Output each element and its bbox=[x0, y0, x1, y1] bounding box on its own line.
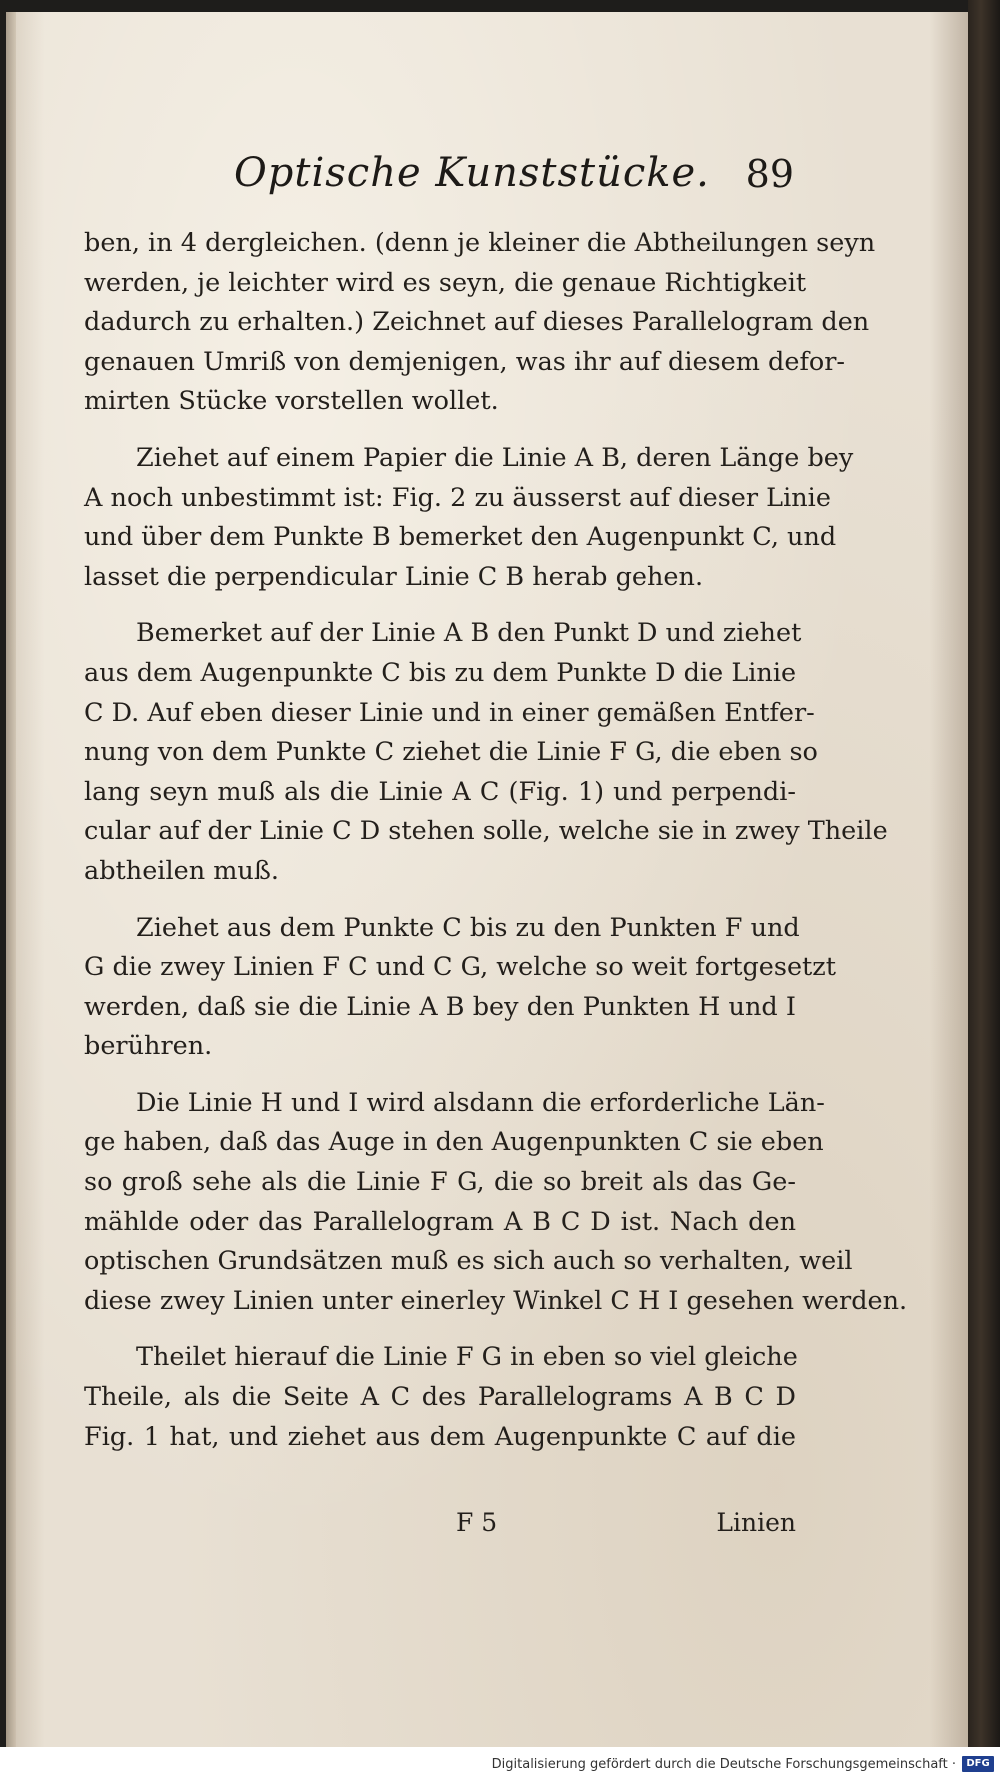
paragraph bbox=[84, 439, 854, 597]
text-line: lasset die perpendicular Linie C B herab gehen. bbox=[84, 561, 704, 592]
paragraph bbox=[84, 614, 888, 891]
text-line: A noch unbestimmt ist: Fig. 2 zu äusserst auf dieser Linie bbox=[84, 482, 831, 513]
text-line: G die zwey Linien F C und C G, welche so weit fortgesetzt bbox=[84, 952, 836, 983]
text-line: genauen Umriß von demjenigen, was ihr auf diesem defor- bbox=[84, 346, 846, 377]
text-line: lang seyn muß als die Linie A C (Fig. 1) und perpendi- bbox=[84, 776, 796, 807]
paragraph bbox=[84, 1084, 908, 1322]
text-line: abtheilen muß. bbox=[84, 855, 279, 886]
text-line: cular auf der Linie C D stehen solle, welche sie in zwey Theile bbox=[84, 816, 888, 847]
running-title: Optische Kunststücke. bbox=[234, 150, 710, 196]
text-line: Fig. 1 hat, und ziehet aus dem Augenpunkte C auf die bbox=[84, 1421, 796, 1452]
text-line: Ziehet aus dem Punkte C bis zu den Punkten F und bbox=[136, 912, 800, 943]
paragraph bbox=[84, 224, 876, 422]
text-line: Ziehet auf einem Papier die Linie A B, deren Länge bey bbox=[136, 442, 854, 473]
text-line: Die Linie H und I wird alsdann die erforderliche Län- bbox=[136, 1087, 825, 1118]
text-line: so groß sehe als die Linie F G, die so breit als das Ge- bbox=[84, 1167, 796, 1198]
text-line: mählde oder das Parallelogram A B C D ist. Nach den bbox=[84, 1206, 796, 1237]
page-header bbox=[234, 150, 794, 210]
text-line: werden, daß sie die Linie A B bey den Punkten H und I bbox=[84, 991, 796, 1022]
credit-text: Digitalisierung gefördert durch die Deutsche Forschungsgemeinschaft · bbox=[491, 1757, 956, 1772]
page-footer bbox=[84, 1508, 796, 1548]
text-line: diese zwey Linien unter einerley Winkel C H I gesehen werden. bbox=[84, 1285, 908, 1316]
text-line: berühren. bbox=[84, 1031, 213, 1062]
body-text bbox=[84, 224, 908, 1457]
page-gutter bbox=[6, 12, 16, 1747]
text-line: dadurch zu erhalten.) Zeichnet auf dieses Parallelogram den bbox=[84, 307, 870, 338]
credit-bar bbox=[0, 1747, 1000, 1783]
text-line: ben, in 4 dergleichen. (denn je kleiner die Abtheilungen seyn bbox=[84, 228, 876, 258]
signature-mark: F 5 bbox=[456, 1508, 498, 1537]
book-cover-edge bbox=[968, 0, 1000, 1770]
page-number: 89 bbox=[745, 152, 794, 196]
text-line: aus dem Augenpunkte C bis zu dem Punkte D die Linie bbox=[84, 657, 797, 688]
text-line: nung von dem Punkte C ziehet die Linie F G, die eben so bbox=[84, 737, 818, 768]
text-line: optischen Grundsätzen muß es sich auch so verhalten, weil bbox=[84, 1246, 853, 1277]
book-page bbox=[6, 12, 968, 1747]
text-line: Theile, als die Seite A C des Parallelograms A B C D bbox=[84, 1382, 796, 1413]
paragraph bbox=[84, 1338, 796, 1457]
dfg-logo: DFG bbox=[962, 1756, 994, 1772]
text-line: werden, je leichter wird es seyn, die genaue Richtigkeit bbox=[84, 267, 807, 298]
catchword: Linien bbox=[716, 1508, 796, 1537]
text-line: und über dem Punkte B bemerket den Augenpunkt C, und bbox=[84, 522, 837, 553]
text-line: ge haben, daß das Auge in den Augenpunkten C sie eben bbox=[84, 1127, 824, 1158]
text-line: Bemerket auf der Linie A B den Punkt D und ziehet bbox=[136, 618, 802, 649]
text-line: Theilet hierauf die Linie F G in eben so viel gleiche bbox=[136, 1342, 798, 1373]
text-line: C D. Auf eben dieser Linie und in einer gemäßen Entfer- bbox=[84, 697, 815, 728]
paragraph bbox=[84, 909, 836, 1067]
text-line: mirten Stücke vorstellen wollet. bbox=[84, 386, 499, 417]
